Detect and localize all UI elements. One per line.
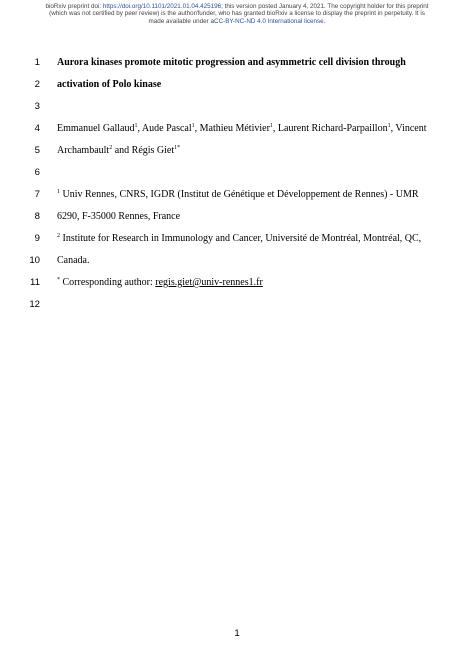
line-number: 6 [34, 167, 40, 178]
corresponding-marker: * [57, 277, 60, 283]
manuscript-line-4 [0, 122, 474, 136]
line-number: 7 [34, 189, 40, 200]
manuscript-line-11 [0, 276, 474, 290]
preprint-banner [20, 3, 454, 25]
line-number: 9 [34, 233, 40, 244]
line-number: 1 [34, 57, 40, 68]
author-name: Régis Giet [131, 145, 175, 156]
affiliation-marker: 1 [191, 123, 195, 129]
author-name: , Aude Pascal [137, 123, 192, 134]
author-name: , Laurent Richard-Parpaillon [272, 123, 388, 134]
corresponding-author [57, 276, 263, 290]
manuscript-line-6 [0, 166, 474, 180]
corresponding-label: Corresponding author: [60, 277, 156, 288]
manuscript-line-10 [0, 254, 474, 268]
line-number: 3 [34, 101, 40, 112]
affiliation-marker: 1 [387, 123, 391, 129]
authors-line-2 [57, 144, 180, 158]
manuscript-line-8 [0, 210, 474, 224]
banner-prefix: bioRxiv preprint doi: [45, 3, 103, 10]
line-number: 8 [34, 211, 40, 222]
author-conjunction: and [112, 145, 132, 156]
banner-line3-prefix: made available under a [148, 17, 215, 25]
manuscript-line-5 [0, 144, 474, 158]
author-name: Emmanuel Gallaud [57, 123, 135, 134]
banner-line3-suffix: . [323, 17, 326, 25]
affiliation-1-line-2: 6290, F-35000 Rennes, France [57, 211, 181, 222]
email-link[interactable]: regis.giet@univ-rennes1.fr [155, 277, 263, 288]
affiliation-text: Institute for Research in Immunology and Cancer, Université de Montréal, Montréal, QC, [60, 233, 422, 244]
banner-line-3 [20, 18, 454, 25]
affiliation-marker: 1 [134, 123, 138, 129]
line-number: 2 [34, 79, 40, 90]
manuscript-line-2 [0, 78, 474, 92]
affiliation-2-line-1 [57, 232, 421, 246]
manuscript-line-1 [0, 56, 474, 70]
title-line-2: activation of Polo kinase [57, 79, 162, 90]
doi-link[interactable]: https://doi.org/10.1101/2021.01.04.425196 [102, 3, 222, 10]
author-name: Archambault [57, 145, 110, 156]
manuscript-line-3 [0, 100, 474, 114]
affiliation-text: Univ Rennes, CNRS, IGDR (Institut de Génétique et Développement de Rennes) - UMR [60, 189, 419, 200]
license-link[interactable]: CC-BY-NC-ND 4.0 International license [214, 17, 324, 25]
affiliation-marker: 1 [57, 189, 60, 195]
manuscript-line-7 [0, 188, 474, 202]
banner-line1-rest: ; this version posted January 4, 2021. The copyright holder for this preprint [221, 3, 429, 10]
line-number: 12 [29, 299, 40, 310]
title-line-1: Aurora kinases promote mitotic progression and asymmetric cell division through [57, 57, 406, 68]
banner-line-1 [20, 3, 454, 10]
authors-line-1 [57, 122, 426, 136]
manuscript-line-9 [0, 232, 474, 246]
banner-line-2: (which was not certified by peer review) is the author/funder, who has granted bioRxiv a license to display the preprint in perpetuity. It is [49, 10, 425, 18]
affiliation-marker: 2 [57, 233, 60, 239]
affiliation-marker: 1 [269, 123, 273, 129]
affiliation-2-line-2: Canada. [57, 255, 90, 266]
affiliation-marker: 2 [109, 145, 113, 151]
manuscript-line-12 [0, 298, 474, 312]
line-number: 11 [30, 277, 40, 288]
affiliation-1-line-1 [57, 188, 419, 202]
page-number: 1 [234, 628, 240, 639]
line-number: 4 [34, 123, 40, 134]
author-name: , Vincent [390, 123, 427, 134]
affiliation-marker: 1* [174, 145, 181, 151]
line-number: 5 [34, 145, 40, 156]
line-number: 10 [29, 255, 40, 266]
author-name: , Mathieu Métivier [194, 123, 270, 134]
